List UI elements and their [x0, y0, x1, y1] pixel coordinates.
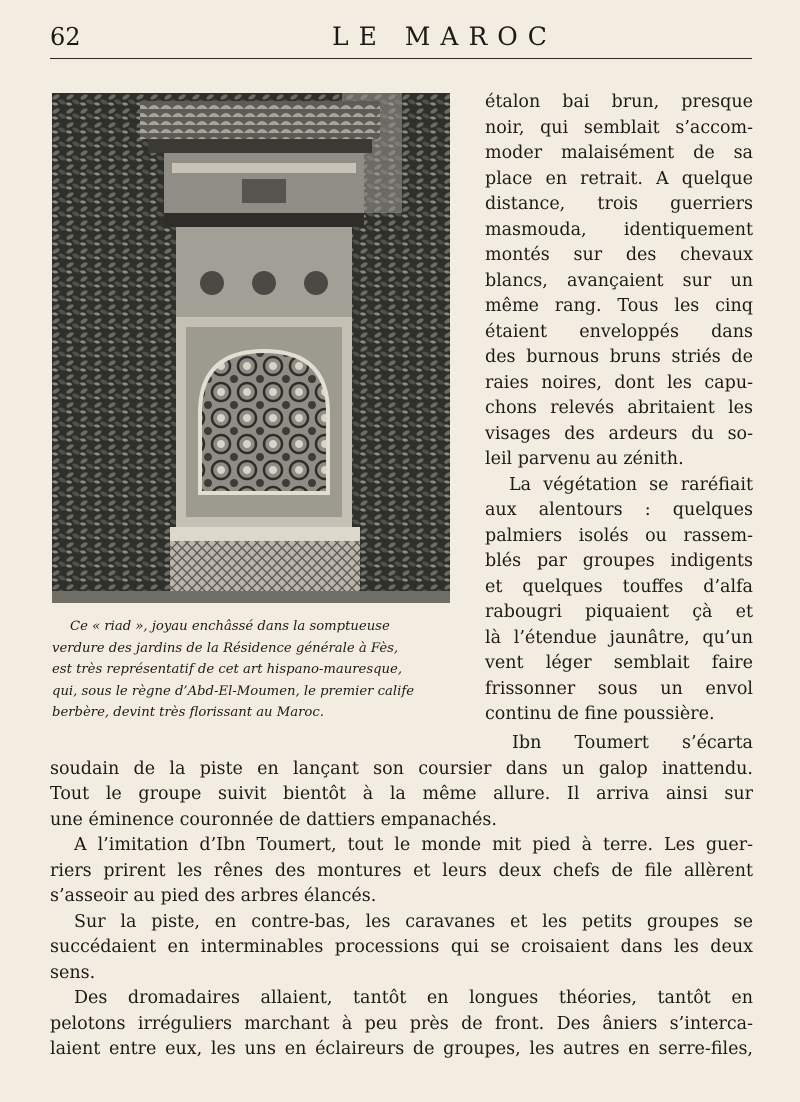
- text-line: et quelques touffes d’alfa: [485, 576, 753, 597]
- text-line: masmouda, identiquement: [485, 219, 753, 240]
- text-line: chons relevés abritaient les: [485, 398, 753, 418]
- full-width-text: [50, 731, 753, 1063]
- caption-line: qui, sous le règne d’Abd-El-Moumen, le premier calife: [52, 683, 415, 699]
- text-line: continu de fine poussière.: [485, 704, 715, 724]
- text-line: une éminence couronnée de dattiers empanachés.: [50, 809, 497, 830]
- text-line: Des dromadaires allaient, tantôt en longues théories, tantôt en: [74, 988, 753, 1008]
- riad-photograph: [52, 93, 450, 603]
- text-line: Ibn Toumert s’écarta: [512, 733, 753, 753]
- caption-line: verdure des jardins de la Résidence générale à Fès,: [52, 640, 399, 656]
- text-line: là l’étendue jaunâtre, qu’un: [485, 627, 753, 648]
- caption-line: est très représentatif de cet art hispano-mauresque,: [52, 662, 403, 677]
- text-line: A l’imitation d’Ibn Toumert, tout le monde mit pied à terre. Les guer-: [74, 835, 753, 855]
- text-line: laient entre eux, les uns en éclaireurs de groupes, les autres en serre-files,: [50, 1039, 753, 1059]
- text-line: étalon bai brun, presque: [485, 92, 753, 112]
- text-line: montés sur des chevaux: [485, 245, 753, 265]
- text-line: La végétation se raréfiait: [509, 474, 753, 495]
- text-line: succédaient en interminables processions qui se croisaient dans les deux: [50, 937, 753, 957]
- page-number: 62: [50, 23, 81, 51]
- text-line: Sur la piste, en contre-bas, les caravanes et les petits groupes se: [74, 911, 753, 932]
- caption-line: Ce « riad », joyau enchâssé dans la somptueuse: [70, 619, 390, 634]
- text-line: palmiers isolés ou rassem-: [485, 525, 753, 546]
- text-line: soudain de la piste en lançant son coursier dans un galop inattendu.: [50, 758, 753, 779]
- page-header: [50, 22, 752, 56]
- text-line: visages des ardeurs du so-: [485, 423, 753, 444]
- text-line: sens.: [50, 962, 96, 983]
- text-line: s’asseoir au pied des arbres élancés.: [50, 886, 377, 906]
- running-title: LE MAROC: [332, 22, 557, 51]
- figure-caption: [52, 616, 457, 724]
- text-line: blés par groupes indigents: [485, 551, 753, 571]
- text-line: moder malaisément de sa: [485, 143, 753, 163]
- text-line: Tout le groupe suivit bientôt à la même allure. Il arriva ainsi sur: [50, 784, 753, 804]
- header-rule: [50, 58, 752, 59]
- text-line: vent léger semblait faire: [485, 653, 753, 673]
- text-line: des burnous bruns striés de: [485, 347, 753, 367]
- text-line: riers prirent les rênes des montures et leurs deux chefs de file allèrent: [50, 860, 753, 881]
- text-line: raies noires, dont les capu-: [485, 372, 753, 393]
- text-line: place en retrait. A quelque: [485, 168, 753, 189]
- text-line: distance, trois guerriers: [485, 194, 753, 214]
- text-line: leil parvenu au zénith.: [485, 449, 684, 469]
- text-line: étaient enveloppés dans: [485, 321, 753, 342]
- text-line: noir, qui semblait s’accom-: [485, 117, 753, 138]
- text-line: blancs, avançaient sur un: [485, 270, 753, 291]
- text-line: rabougri piquaient çà et: [485, 602, 753, 622]
- text-line: aux alentours : quelques: [485, 500, 753, 520]
- caption-line: berbère, devint très florissant au Maroc.: [52, 705, 324, 720]
- text-line: pelotons irréguliers marchant à peu près de front. Des âniers s’interca-: [50, 1013, 753, 1034]
- right-column-text: [485, 90, 753, 728]
- text-line: même rang. Tous les cinq: [485, 296, 753, 316]
- text-line: frissonner sous un envol: [485, 678, 753, 699]
